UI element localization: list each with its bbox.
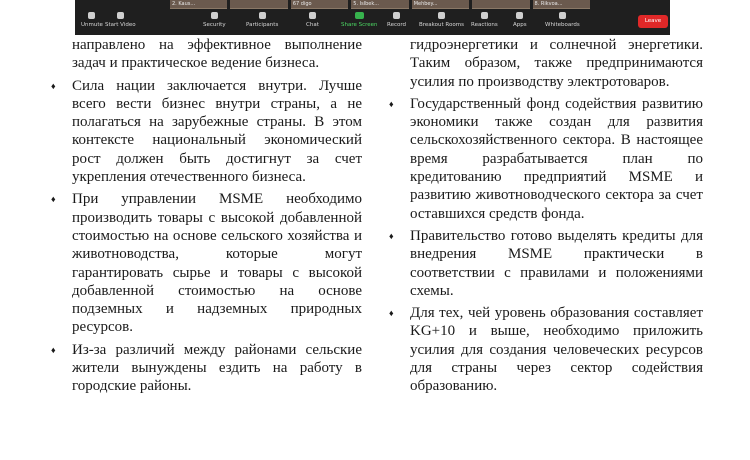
start-video-label: Start Video — [105, 22, 136, 28]
bullet-item — [389, 95, 703, 223]
bullet-text: Из-за различий между районами сельские жители вынуждены ездить на работу в городские районы. — [72, 341, 362, 395]
security-button[interactable] — [203, 12, 226, 28]
whiteboards-button[interactable] — [545, 12, 580, 28]
participant-tile[interactable]: 67 digo — [291, 0, 348, 9]
unmute-label: Unmute — [81, 22, 103, 28]
participants-button[interactable] — [246, 12, 278, 28]
leave-button[interactable]: Leave — [638, 15, 668, 28]
chat-button[interactable] — [306, 12, 319, 28]
bullet-icon: ♦ — [389, 98, 394, 109]
camera-icon — [117, 12, 124, 19]
bullet-item — [51, 190, 362, 336]
bullet-icon: ♦ — [389, 308, 394, 319]
bullet-icon: ♦ — [389, 230, 394, 241]
record-icon — [393, 12, 400, 19]
chat-label: Chat — [306, 22, 319, 28]
chat-icon — [309, 12, 316, 19]
right-column — [389, 36, 703, 396]
bullet-item — [51, 77, 362, 187]
continued-paragraph: направлено на эффективное выполнение задач и практическое ведение бизнеса. — [72, 37, 362, 72]
apps-icon — [516, 12, 523, 19]
bullet-text: Правительство готово выделять кредиты для внедрения MSME практически в соответствии с правилами и положениями схемы. — [410, 227, 703, 299]
participant-tile[interactable] — [230, 0, 287, 9]
zoom-toolbar — [75, 0, 670, 35]
whiteboards-label: Whiteboards — [545, 22, 580, 28]
bullet-icon: ♦ — [51, 344, 56, 355]
share-screen-label: Share Screen — [341, 22, 378, 28]
left-column — [51, 36, 362, 396]
apps-label: Apps — [513, 22, 527, 28]
unmute-button[interactable] — [81, 12, 103, 28]
microphone-icon — [88, 12, 95, 19]
bullet-icon: ♦ — [51, 80, 56, 91]
bullet-item — [389, 304, 703, 395]
security-label: Security — [203, 22, 226, 28]
bullet-text: При управлении MSME необходимо производить товары с высокой добавленной стоимостью на основе сельского хозяйства и животноводства, которые могут гарантировать сырье и товары с высокой добавленной стоимостью на основе подземных и надземных природных ресурсов. — [72, 191, 362, 336]
bullet-text: Государственный фонд содействия развитию экономики также создан для развития сельскохозяйственного сектора. В настоящее время разрабатывается план по кредитованию предприятий MSME и развитию животноводческого сектора за счет оставшихся средств фонда. — [410, 95, 703, 222]
participant-tile[interactable]: 8. Rikvoa... — [533, 0, 590, 9]
share-screen-button[interactable] — [341, 12, 378, 28]
shield-icon — [211, 12, 218, 19]
breakout-rooms-label: Breakout Rooms — [419, 22, 464, 28]
participants-label: Participants — [246, 22, 279, 28]
continued-paragraph: гидроэнергетики и солнечной энергетики. Таким образом, также предпринимаются усилия по производству электротоваров. — [410, 37, 703, 90]
reactions-button[interactable] — [471, 12, 498, 28]
whiteboard-icon — [559, 12, 566, 19]
breakout-rooms-icon — [438, 12, 445, 19]
apps-button[interactable] — [513, 12, 527, 28]
start-video-button[interactable] — [105, 12, 136, 28]
participant-tile[interactable]: 5. Islbek... — [351, 0, 408, 9]
participant-tile[interactable]: Mehbey... — [412, 0, 469, 9]
bullet-icon: ♦ — [51, 194, 56, 205]
record-button[interactable] — [387, 12, 406, 28]
reactions-label: Reactions — [471, 22, 498, 28]
breakout-rooms-button[interactable] — [419, 12, 464, 28]
record-label: Record — [387, 22, 407, 28]
bullet-text: Сила нации заключается внутри. Лучше всего вести бизнес внутри страны, а не полагаться на зарубежные страны. В этом контексте национальный экономический рост должен быть достигнут за счет укрепления отечественного бизнеса. — [72, 77, 362, 186]
bullet-item — [51, 341, 362, 396]
participants-icon — [259, 12, 266, 19]
bullet-item — [389, 227, 703, 300]
participant-tile[interactable] — [472, 0, 529, 9]
reactions-icon — [481, 12, 488, 19]
share-screen-icon — [355, 12, 364, 19]
participant-tile[interactable]: 2. Kaus... — [170, 0, 227, 9]
bullet-text: Для тех, чей уровень образования составляет KG+10 и выше, необходимо приложить усилия для создания человеческих ресурсов для страны через сектор содействия образованию. — [410, 305, 703, 395]
participant-tiles — [170, 0, 590, 9]
